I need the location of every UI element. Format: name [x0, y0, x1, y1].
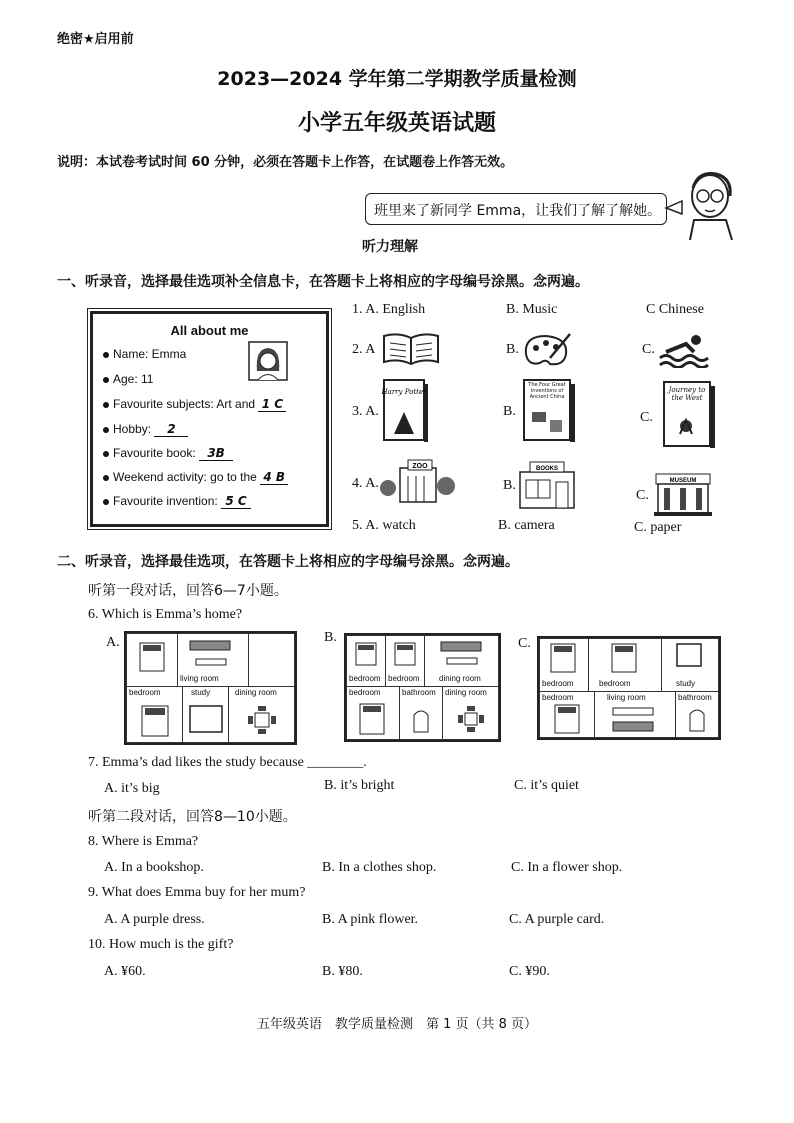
plan-c-living-room: living room	[594, 691, 676, 738]
dialog1-note: 听第一段对话，回答6—7小题。	[88, 583, 288, 599]
instructions-note: 说明：本试卷考试时间 60 分钟，必须在答题卡上作答，在试题卷上作答无效。	[57, 155, 514, 170]
plan-c-study: study	[661, 638, 719, 692]
q2-option-c: C.	[642, 342, 655, 357]
q8-option-c: C. In a flower shop.	[511, 860, 623, 875]
plan-b-bedroom-2: bedroom	[385, 635, 425, 687]
q9-option-b: B. A pink flower.	[322, 912, 419, 927]
plan-b-label: B.	[324, 630, 337, 645]
plan-c-bedroom-3: bedroom	[539, 691, 595, 738]
teacher-illustration	[660, 168, 740, 240]
floor-plan-c	[537, 636, 721, 740]
plan-b-bedroom-3: bedroom	[346, 686, 400, 740]
q8-option-a: A. In a bookshop.	[104, 860, 204, 875]
emma-portrait	[248, 341, 288, 381]
blank-1: 1 C	[258, 397, 286, 412]
q6-question: 6. Which is Emma’s home?	[88, 607, 243, 622]
q9-option-c: C. A purple card.	[509, 912, 605, 927]
book-b-title: The Four Great Inventions of Ancient China	[528, 382, 566, 400]
paint-palette-icon	[520, 330, 572, 370]
bubble-text: 班里来了新同学 Emma，让我们了解了解她。	[374, 203, 662, 219]
exam-title: 2023—2024 学年第二学期教学质量检测	[217, 68, 577, 90]
part2-instruction: 二、听录音，选择最佳选项，在答题卡上将相应的字母编号涂黑。念两遍。	[57, 554, 519, 570]
q10-option-b: B. ¥80.	[322, 964, 363, 979]
blank-3: 3B	[199, 446, 233, 461]
plan-b-bedroom-1: bedroom	[346, 635, 386, 687]
book-a-title: Harry Potter	[381, 388, 427, 396]
zoo-sign: ZOO	[412, 463, 428, 470]
card-weekend: Weekend activity: go to the	[113, 470, 257, 484]
plan-a-dining-room: dining room	[228, 686, 295, 743]
q9-option-a: A. A purple dress.	[104, 912, 205, 927]
museum-sign: MUSEUM	[669, 478, 697, 484]
info-card	[90, 311, 329, 527]
q8-option-b: B. In a clothes shop.	[322, 860, 437, 875]
q2-option-b: B.	[506, 342, 519, 357]
journey-west-book	[660, 380, 720, 450]
card-age: Age: 11	[113, 372, 154, 386]
dialog2-note: 听第二段对话，回答8—10小题。	[88, 809, 297, 825]
blank-4: 4 B	[260, 470, 288, 485]
bookshop-sign: BOOKS	[535, 466, 559, 472]
secret-label: 绝密★启用前	[57, 32, 134, 47]
q5-option-b: B. camera	[498, 518, 555, 533]
bookshop-picture	[516, 460, 578, 510]
q4-option-a: 4. A.	[352, 476, 379, 491]
floor-plan-a	[124, 631, 297, 745]
q3-option-c: C.	[640, 410, 653, 425]
plan-b-dining-room: dining room	[442, 686, 499, 740]
q5-option-a: 5. A. watch	[352, 518, 416, 533]
floor-plan-b	[344, 633, 501, 742]
q7-question: 7. Emma’s dad likes the study because ________.	[88, 755, 367, 770]
plan-c-bathroom: bathroom	[675, 691, 719, 738]
part1-instruction: 一、听录音，选择最佳选项补全信息卡，在答题卡上将相应的字母编号涂黑。念两遍。	[57, 274, 589, 290]
q10-option-c: C. ¥90.	[509, 964, 550, 979]
book-reading-icon	[380, 330, 442, 366]
plan-a-room-1	[126, 633, 178, 687]
swimming-icon	[658, 332, 710, 368]
q5-option-c: C. paper	[634, 520, 682, 535]
card-invention: Favourite invention:	[113, 494, 218, 508]
plan-b-room-top-right: dining room	[424, 635, 499, 687]
q8-question: 8. Where is Emma?	[88, 834, 199, 849]
card-subjects: Favourite subjects: Art and	[113, 397, 256, 411]
blank-5: 5 C	[221, 494, 251, 509]
plan-c-label: C.	[518, 636, 531, 651]
q7-option-b: B. it’s bright	[324, 778, 395, 793]
q2-option-a: 2. A	[352, 342, 376, 357]
book-c-title: Journey to the West	[668, 386, 706, 402]
q7-option-c: C. it’s quiet	[514, 778, 579, 793]
plan-c-bedroom-2: bedroom	[588, 638, 662, 692]
q1-option-b: B. Music	[506, 302, 558, 317]
plan-a-bedroom: bedroom	[126, 686, 183, 743]
card-book: Favourite book:	[113, 446, 196, 460]
q1-option-a: 1. A. English	[352, 302, 426, 317]
blank-2: 2	[154, 422, 188, 437]
exam-subtitle: 小学五年级英语试题	[297, 111, 496, 136]
page-footer: 五年级英语 教学质量检测 第 1 页（共 8 页）	[256, 1017, 538, 1032]
plan-a-label: A.	[106, 635, 120, 650]
harry-potter-book	[380, 378, 430, 444]
museum-picture	[652, 466, 714, 518]
q4-option-c: C.	[636, 488, 649, 503]
speech-bubble	[365, 193, 667, 225]
plan-a-living-room: living room	[177, 633, 249, 687]
q9-question: 9. What does Emma buy for her mum?	[88, 885, 306, 900]
q3-option-a: 3. A.	[352, 404, 379, 419]
zoo-picture	[378, 458, 458, 504]
listening-heading: 听力理解	[362, 239, 418, 255]
card-title: All about me	[170, 323, 249, 338]
plan-b-bathroom: bathroom	[399, 686, 443, 740]
q1-option-c: C Chinese	[646, 302, 704, 317]
plan-a-room-empty	[248, 633, 295, 687]
card-name: Name: Emma	[113, 347, 187, 361]
plan-a-study: study	[182, 686, 229, 743]
q10-option-a: A. ¥60.	[104, 964, 146, 979]
q10-question: 10. How much is the gift?	[88, 937, 234, 952]
q4-option-b: B.	[503, 478, 516, 493]
plan-c-bedroom-1: bedroom	[539, 638, 589, 692]
q3-option-b: B.	[503, 404, 516, 419]
q7-option-a: A. it’s big	[104, 781, 160, 796]
card-hobby: Hobby:	[113, 422, 152, 436]
four-inventions-book	[520, 378, 580, 444]
